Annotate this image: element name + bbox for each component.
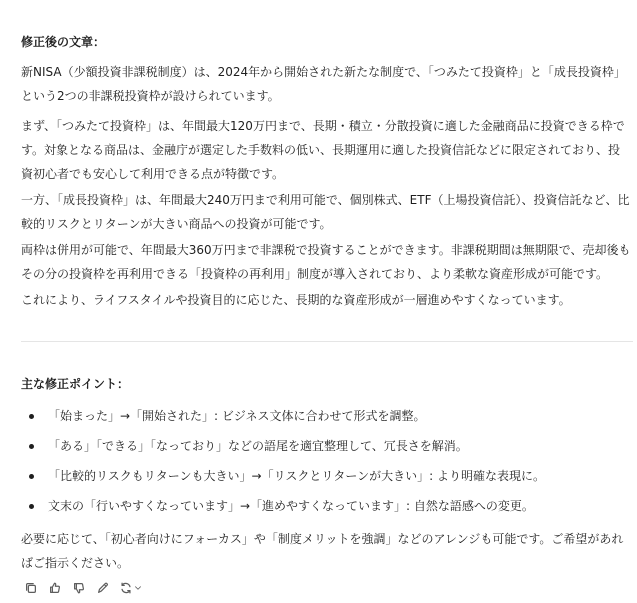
- list-item: [21, 494, 621, 518]
- point-text: 「比較的リスクもリターンも大きい」→「リスクとリターンが大きい」: より明確な表現に。: [48, 469, 545, 483]
- bullet-icon: [29, 504, 34, 509]
- thumbs-down-button[interactable]: [69, 578, 89, 598]
- paragraph-seicho: 一方、「成長投資枠」は、年間最大240万円まで利用可能で、個別株式、ETF（上場投資信託）、投資信託など、比較的リスクとリターンが大きい商品への投資が可能です。: [21, 193, 630, 231]
- section-divider: [21, 341, 633, 342]
- thumbs-up-button[interactable]: [45, 578, 65, 598]
- bullet-icon: [29, 444, 34, 449]
- point-text: 文末の「行いやすくなっています」→「進めやすくなっています」: 自然な語感への変更。: [48, 499, 534, 513]
- chevron-down-icon: [133, 583, 143, 593]
- list-item: [21, 404, 621, 428]
- paragraph-combined: 両枠は併用が可能で、年間最大360万円まで非課税で投資することができます。非課税期間は無期限で、売却後もその分の投資枠を再利用できる「投資枠の再利用」制度が導入されており、より柔軟な資産形成が可能です。: [21, 243, 631, 281]
- paragraph-tsumitate: まず、「つみたて投資枠」は、年間最大120万円まで、長期・積立・分散投資に適した金融商品に投資できる枠です。対象となる商品は、金融庁が選定した手数料の低い、長期運用に適した投資信託などに限定されており、投資初心者でも安心して利用できる点が特徴です。: [21, 119, 625, 181]
- regenerate-button[interactable]: [117, 578, 145, 598]
- points-title: 主な修正ポイント：: [21, 377, 130, 391]
- paragraph-conclusion: これにより、ライフスタイルや投資目的に応じた、長期的な資産形成が一層進めやすくなっています。: [21, 293, 571, 307]
- message-actions: [21, 578, 145, 598]
- response-title: 修正後の文章：: [21, 35, 106, 49]
- regenerate-icon: [119, 581, 133, 595]
- bullet-icon: [29, 414, 34, 419]
- point-text: 「始まった」→「開始された」: ビジネス文体に合わせて形式を調整。: [48, 409, 426, 423]
- paragraph-intro: 新NISA（少額投資非課税制度）は、2024年から開始された新たな制度で、「つみたて投資枠」と「成長投資枠」という2つの非課税投資枠が設けられています。: [21, 65, 626, 103]
- bullet-icon: [29, 474, 34, 479]
- edit-icon: [96, 581, 110, 595]
- paragraph-closing: 必要に応じて、「初心者向けにフォーカス」や「制度メリットを強調」などのアレンジも可能です。ご希望があればご指示ください。: [21, 532, 624, 570]
- copy-icon: [24, 581, 38, 595]
- list-item: [21, 464, 621, 488]
- copy-button[interactable]: [21, 578, 41, 598]
- thumbs-down-icon: [72, 581, 86, 595]
- point-text: 「ある」「できる」「なっており」などの語尾を適宜整理して、冗長さを解消。: [48, 439, 468, 453]
- edit-button[interactable]: [93, 578, 113, 598]
- list-item: [21, 434, 621, 458]
- thumbs-up-icon: [48, 581, 62, 595]
